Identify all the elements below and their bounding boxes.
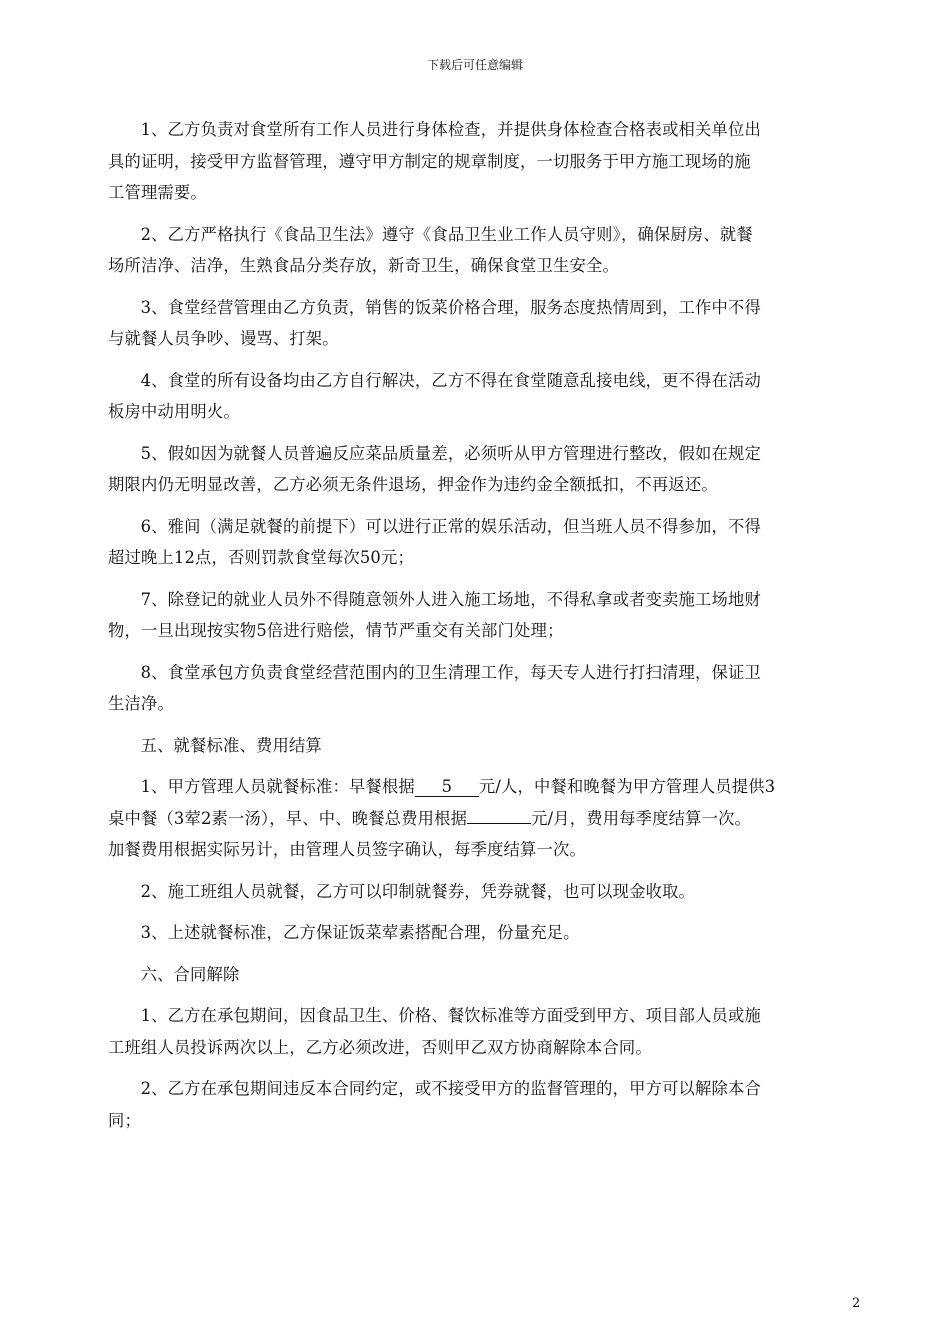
heading-text: 六、合同解除 xyxy=(140,964,240,984)
text-line: 超过晚上12点，否则罚款食堂每次50元； xyxy=(108,548,414,567)
text-line: 元/月，费用每季度结算一次。 xyxy=(531,808,752,828)
text-line: 6、雅间（满足就餐的前提下）可以进行正常的娱乐活动，但当班人员不得参加，不得 xyxy=(140,516,761,536)
text-line: 2、施工班组人员就餐，乙方可以印制就餐券，凭券就餐，也可以现金收取。 xyxy=(140,881,696,901)
clause-4 xyxy=(108,365,864,428)
clause-five-3 xyxy=(108,917,864,949)
section-heading-five xyxy=(108,730,864,762)
text-line: 同； xyxy=(108,1110,141,1130)
text-line: 具的证明，接受甲方监督管理，遵守甲方制定的规章制度，一切服务于甲方施工现场的施 xyxy=(108,151,751,171)
text-line: 加餐费用根据实际另计，由管理人员签字确认，每季度结算一次。 xyxy=(108,840,586,859)
page-header: 下载后可任意编辑 xyxy=(426,58,523,72)
text-line: 1、甲方管理人员就餐标准：早餐根据 xyxy=(140,777,415,796)
text-line: 工管理需要。 xyxy=(108,183,207,202)
text-line: 3、食堂经营管理由乙方负责，销售的饭菜价格合理，服务态度热情周到，工作中不得 xyxy=(140,297,761,317)
text-line: 元/人，中餐和晚餐为甲方管理人员提供3 xyxy=(478,777,776,796)
breakfast-price-blank: 5 xyxy=(415,778,479,797)
meal-standard-clause xyxy=(108,771,864,866)
document-body xyxy=(108,114,864,1146)
text-line: 1、乙方负责对食堂所有工作人员进行身体检查，并提供身体检查合格表或相关单位出 xyxy=(140,120,761,139)
clause-2 xyxy=(108,219,864,282)
clause-8 xyxy=(108,657,864,720)
text-line: 2、乙方严格执行《食品卫生法》遵守《食品卫生业工作人员守则》，确保厨房、就餐 xyxy=(140,224,753,244)
clause-3 xyxy=(108,292,864,355)
text-line: 与就餐人员争吵、谩骂、打架。 xyxy=(108,329,339,348)
page-number: 2 xyxy=(852,1296,861,1311)
text-line: 工班组人员投诉两次以上，乙方必须改进，否则甲乙双方协商解除本合同。 xyxy=(108,1037,652,1057)
text-line: 4、食堂的所有设备均由乙方自行解决，乙方不得在食堂随意乱接电线，更不得在活动 xyxy=(140,370,761,390)
clause-six-2 xyxy=(108,1073,864,1136)
text-line: 期限内仍无明显改善，乙方必须无条件退场，押金作为违约金全额抵扣，不再返还。 xyxy=(108,475,718,494)
clause-7 xyxy=(108,584,864,647)
clause-five-2 xyxy=(108,876,864,908)
text-line: 5、假如因为就餐人员普遍反应菜品质量差，必须听从甲方管理进行整改，假如在规定 xyxy=(140,443,761,463)
text-line: 2、乙方在承包期间违反本合同约定，或不接受甲方的监督管理的，甲方可以解除本合 xyxy=(140,1079,761,1098)
text-line: 板房中动用明火。 xyxy=(108,402,240,421)
text-line: 物，一旦出现按实物5倍进行赔偿，情节严重交有关部门处理； xyxy=(108,621,564,640)
total-fee-blank xyxy=(467,823,531,824)
text-line: 桌中餐（3荤2素一汤），早、中、晚餐总费用根据 xyxy=(108,808,468,828)
clause-1 xyxy=(108,114,864,209)
text-line: 场所洁净、洁净，生熟食品分类存放，新奇卫生，确保食堂卫生安全。 xyxy=(108,256,619,275)
text-line: 8、食堂承包方负责食堂经营范围内的卫生清理工作，每天专人进行打扫清理，保证卫 xyxy=(140,662,761,682)
text-line: 7、除登记的就业人员外不得随意领外人进入施工场地，不得私拿或者变卖施工场地财 xyxy=(140,589,761,609)
clause-6 xyxy=(108,511,864,574)
text-line-2 xyxy=(108,803,864,835)
clause-six-1 xyxy=(108,1000,864,1063)
text-line: 生洁净。 xyxy=(108,694,174,713)
text-line: 1、乙方在承包期间，因食品卫生、价格、餐饮标准等方面受到甲方、项目部人员或施 xyxy=(140,1006,761,1025)
text-line: 3、上述就餐标准，乙方保证饭菜荤素搭配合理，份量充足。 xyxy=(140,923,580,942)
heading-text: 五、就餐标准、费用结算 xyxy=(140,735,322,755)
clause-5 xyxy=(108,438,864,501)
section-heading-six xyxy=(108,959,864,991)
